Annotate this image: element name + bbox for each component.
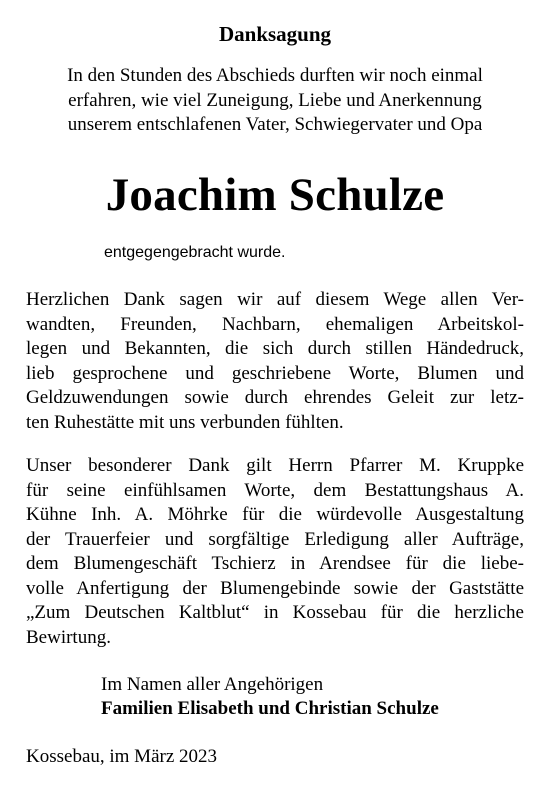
intro-line: unserem entschlafenen Vater, Schwiegervater und Opa — [67, 114, 483, 135]
thanks-line: Herzlichen Dank sagen wir auf diesem Wege allen Ver- — [26, 289, 524, 310]
thanks-line: ten Ruhestätte mit uns verbunden fühlten. — [26, 411, 344, 433]
thanks-line: Geldzuwendungen sowie durch ehrendes Geleit zur letz- — [26, 387, 524, 408]
special-thanks-line: Unser besonderer Dank gilt Herrn Pfarrer M. Kruppke — [26, 455, 524, 476]
special-thanks-line: volle Anfertigung der Blumengebinde sowie der Gaststätte — [26, 577, 524, 599]
thanks-line: legen und Bekannten, die sich durch stillen Händedruck, — [26, 338, 524, 359]
intro-line: In den Stunden des Abschieds durften wir noch einmal — [67, 65, 483, 86]
special-thanks-paragraph — [26, 454, 524, 650]
special-thanks-line: Kühne Inh. A. Möhrke für die würdevolle Ausgestaltung — [26, 504, 524, 525]
thanks-line: lieb gesprochene und geschriebene Worte, Blumen und — [26, 362, 524, 384]
intro-line: erfahren, wie viel Zuneigung, Liebe und Anerkennung — [68, 89, 482, 111]
signature-intro: Im Namen aller Angehörigen — [101, 674, 324, 695]
notice-heading: Danksagung — [218, 22, 332, 46]
special-thanks-line: der Trauerfeier und sorgfältige Erledigung aller Aufträge, — [26, 528, 524, 550]
place-date: Kossebau, im März 2023 — [26, 746, 218, 767]
intro-paragraph — [26, 64, 524, 138]
special-thanks-line: für seine einfühlsamen Worte, dem Bestattungshaus A. — [26, 479, 524, 501]
special-thanks-line: dem Blumengeschäft Tschierz in Arendsee für die liebe- — [26, 553, 524, 574]
special-thanks-line: Bewirtung. — [26, 626, 111, 648]
received-text: entgegengebracht wurde. — [104, 244, 286, 261]
deceased-name: Joachim Schulze — [105, 169, 445, 221]
signature-families: Familien Elisabeth und Christian Schulze — [101, 698, 439, 719]
special-thanks-line: „Zum Deutschen Kaltblut“ in Kossebau für die herzliche — [26, 602, 524, 623]
thanks-paragraph — [26, 288, 524, 435]
thanks-line: wandten, Freunden, Nachbarn, ehemaligen Arbeitskol- — [26, 313, 524, 335]
